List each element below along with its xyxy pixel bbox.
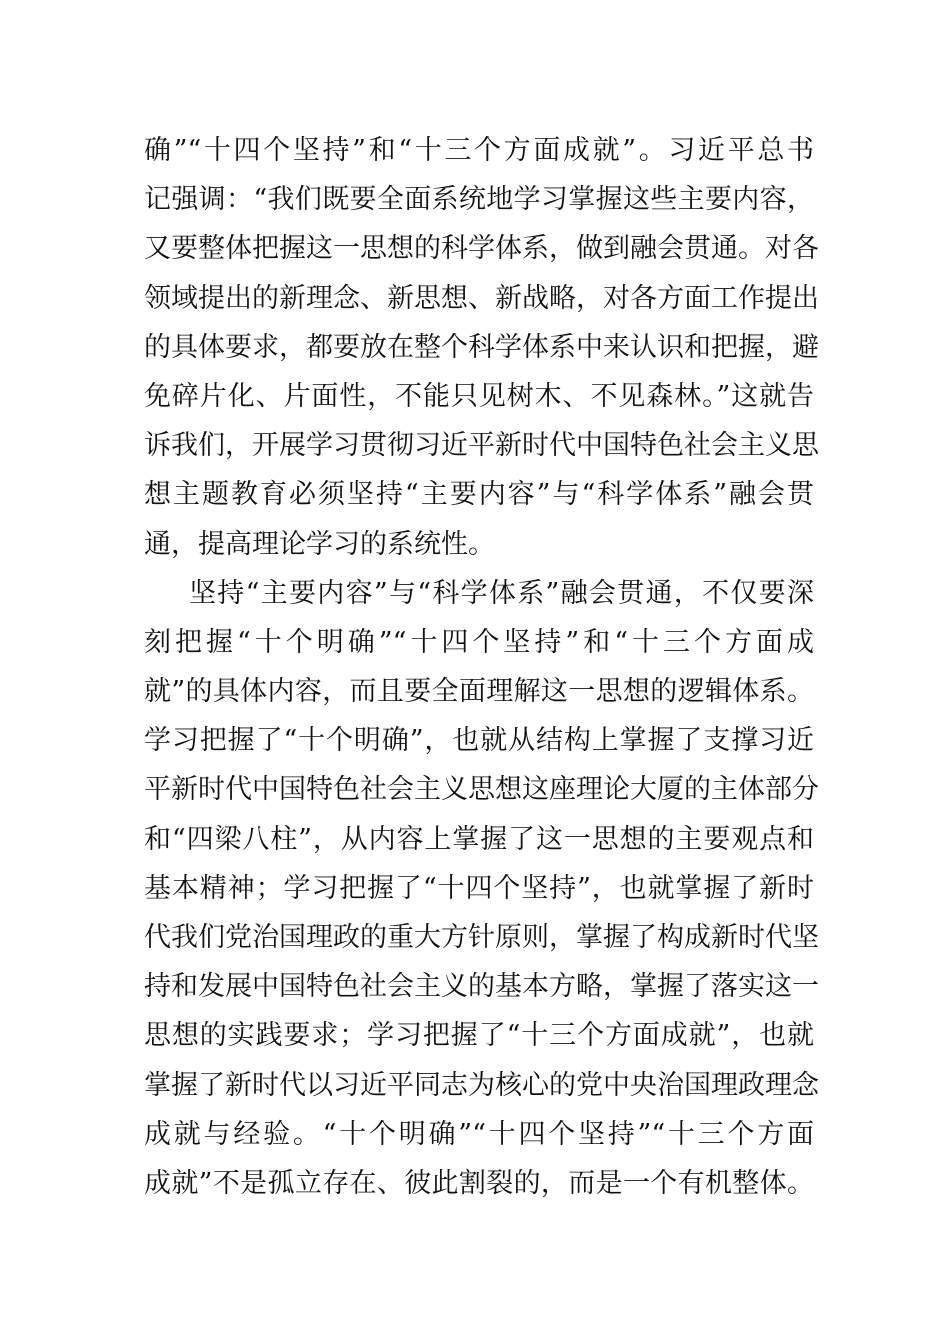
text-line: 想主题教育必须坚持“主要内容”与“科学体系”融会贯 [144,479,814,511]
text-line: 成就与经验。“十个明确”“十四个坚持”“十三个方面 [144,1118,814,1150]
text-line: 代我们党治国理政的重大方针原则，掌握了构成新时代坚 [144,922,819,953]
text-line: 掌握了新时代以习近平同志为核心的党中央治国理政理念 [144,1069,819,1101]
text-line: 的具体要求，都要放在整个科学体系中来认识和把握，避 [144,331,819,363]
text-line: 刻把握“十个明确”“十四个坚持”和“十三个方面成 [144,626,814,658]
paragraph-first-line: 坚持“主要内容”与“科学体系”融会贯通，不仅要深 [189,577,814,609]
text-line: 通，提高理论学习的系统性。 [144,528,495,560]
text-line: 确”“十四个坚持”和“十三个方面成就”。习近平总书 [144,135,814,166]
text-line: 记强调：“我们既要全面系统地学习掌握这些主要内容， [144,184,814,216]
text-line: 学习把握了“十个明确”，也就从结构上掌握了支撑习近 [144,725,814,757]
text-line: 平新时代中国特色社会主义思想这座理论大厦的主体部分 [144,774,819,806]
text-line: 基本精神；学习把握了“十四个坚持”，也就掌握了新时 [144,872,814,904]
text-line: 免碎片化、片面性，不能只见树木、不见森林。”这就告 [144,380,814,412]
text-line: 又要整体把握这一思想的科学体系，做到融会贯通。对各 [144,233,819,265]
text-line: 领域提出的新理念、新思想、新战略，对各方面工作提出 [144,282,819,314]
text-line: 和“四梁八柱”，从内容上掌握了这一思想的主要观点和 [144,823,814,855]
text-line: 诉我们，开展学习贯彻习近平新时代中国特色社会主义思 [144,430,819,462]
text-line: 持和发展中国特色社会主义的基本方略，掌握了落实这一 [144,971,819,1003]
text-line: 思想的实践要求；学习把握了“十三个方面成就”，也就 [144,1020,814,1052]
body-text [144,126,819,1208]
text-line: 就”的具体内容，而且要全面理解这一思想的逻辑体系。 [144,676,814,708]
text-line: 成就”不是孤立存在、彼此割裂的，而是一个有机整体。 [144,1167,814,1199]
